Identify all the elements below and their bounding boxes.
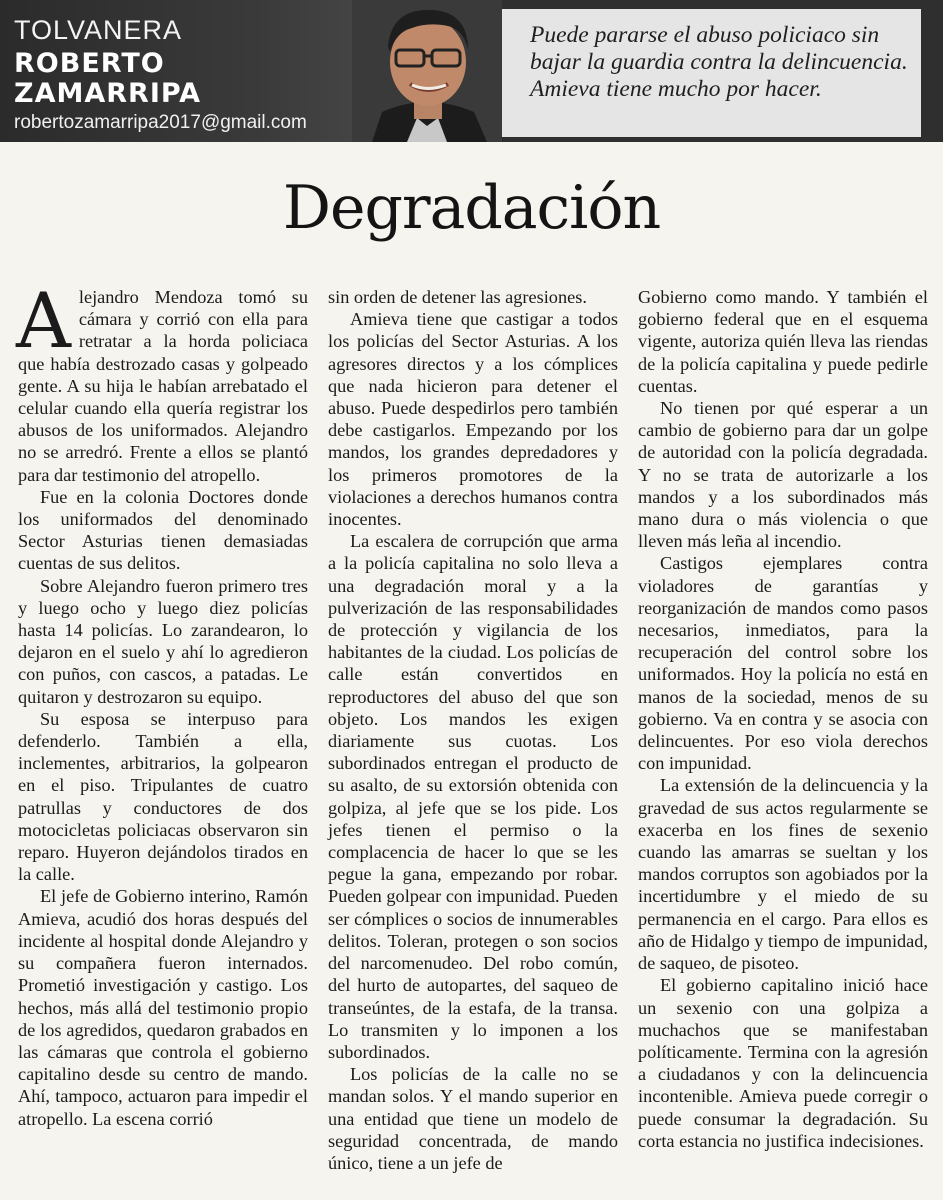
paragraph: Los policías de la calle no se mandan solos. Y el mando superior en una entidad que tiene un modelo de seguridad concentrada, de mando único, tiene a un jefe de (328, 1064, 618, 1173)
paragraph: La escalera de corrupción que arma a la policía capitalina no solo lleva a una degradación moral y a la pulverización de las responsabilidades de protección y vigilancia de los habitantes de la ciudad. Los policías de calle están convertidos en reproductores del abuso del que son objeto. Los mandos les exigen diariamente sus cuotas. Los subordinados entregan el producto de su asalto, de su extorsión obtenida con golpiza, al jefe que se los pide. Los jefes tienen el permiso o la complacencia de hacer lo que se les pegue la gana, empezando por robar. Pueden golpear con impunidad. Pueden ser cómplices o socios de innumerables delitos. Toleran, protegen o son socios del narcomenudeo. Del robo común, del hurto de autopartes, del saqueo de transeúntes, de la estafa, de la transa. Lo transmiten y lo imponen a los subordinados. (328, 531, 618, 1062)
paragraph: La extensión de la delincuencia y la gravedad de sus actos regularmente se exacerba en los fines de sexenio cuando las amarras se sueltan y los mandos corruptos son agobiados por la incertidumbre y el miedo de su permanencia en el cargo. Para ellos es año de Hidalgo y tiempo de impunidad, de saqueo, de pisoteo. (638, 775, 928, 974)
article-deck (502, 9, 921, 137)
drop-cap: A (16, 276, 71, 365)
author-email: robertozamarripa2017@gmail.com (14, 112, 307, 133)
paragraph: No tienen por qué esperar a un cambio de gobierno para dar un golpe de autoridad con la policía degradada. Y no se trata de autorizarle a los mandos y a los subordinados más mano dura o más violencia o que lleven más leña al incendio. (638, 398, 928, 552)
author-last-name: ZAMARRIPA (14, 78, 202, 109)
column-header (0, 0, 943, 142)
paragraph: Amieva tiene que castigar a todos los policías del Sector Asturias. A los agresores directos y a los cómplices que nada hicieron para detener el abuso. Puede despedirlos pero también debe castigarlos. Empezando por los mandos, los grandes depredadores y los primeros promotores de la violaciones a derechos humanos contra inocentes. (328, 309, 618, 530)
header-edge (921, 9, 943, 137)
header-nameplate (0, 0, 365, 142)
article-column-3 (638, 286, 928, 1152)
column-name: TOLVANERA (14, 15, 183, 45)
paragraph: El gobierno capitalino inició hace un sexenio con una golpiza a muchachos que se manifestaban políticamente. Termina con la agresión a ciudadanos y con la delincuencia incontenible. Amieva puede corregir o puede consumar la degradación. Su corta estancia no justifica indecisiones. (638, 975, 928, 1151)
paragraph (16, 276, 308, 486)
paragraph-text: lejandro Mendoza tomó su cámara y corrió con ella para retratar a la horda policiaca que había destrozado casas y golpeado gente. A su hija le habían arrebatado el celular cuando ella quería registrar los abusos de los uniformados. Alejandro no se arredró. Frente a ellos se plantó para dar testimonio del atropello. (18, 287, 308, 485)
author-first-name: ROBERTO (14, 48, 165, 79)
author-photo (352, 0, 502, 142)
paragraph: sin orden de detener las agresiones. (328, 287, 587, 307)
paragraph: Castigos ejemplares contra violadores de garantías y reorganización de mandos como pasos necesarios, inmediatos, para la recuperación del control sobre los uniformados. Hoy la policía no está en manos de la sociedad, menos de su gobierno. Va en contra y se asocia con delincuentes. Por eso viola derechos con impunidad. (638, 553, 928, 774)
paragraph: Su esposa se interpuso para defenderlo. También a ella, inclementes, arbitrarios, la golpearon en el piso. Tripulantes de cuatro patrullas y conductores de dos motocicletas policiacas observaron sin reparo. Huyeron dejándolos tirados en la calle. (18, 708, 308, 885)
deck-text: Puede pararse el abuso policiaco sin bajar la guardia contra la delincuencia. Amieva tiene mucho por hacer. (530, 22, 908, 102)
author-name (14, 49, 201, 109)
article-column-2 (328, 286, 618, 1174)
article-column-1 (16, 276, 308, 1130)
paragraph: Sobre Alejandro fueron primero tres y luego ocho y luego diez policías hasta 14 policías. Lo zarandearon, lo dejaron en el suelo y ahí lo agredieron con puños, con cascos, a patadas. Le quitaron y destrozaron su equipo. (18, 575, 308, 707)
paragraph: Fue en la colonia Doctores donde los uniformados del denominado Sector Asturias tienen demasiadas cuentas de sus delitos. (18, 486, 308, 574)
article-title: Degradación (282, 173, 661, 243)
paragraph: El jefe de Gobierno interino, Ramón Amieva, acudió dos horas después del incidente al hospital donde Alejandro y su compañera fueron internados. Prometió investigación y castigo. Los hechos, más allá del testimonio propio de los agredidos, quedaron grabados en las cámaras que controla el gobierno capitalino desde su centro de mando. Ahí, tampoco, actuaron para impedir el atropello. La escena corrió (18, 886, 308, 1129)
paragraph: Gobierno como mando. Y también el gobierno federal que en el esquema vigente, autoriza quién lleva las riendas de la policía capitalina y puede pedirle cuentas. (638, 287, 928, 396)
